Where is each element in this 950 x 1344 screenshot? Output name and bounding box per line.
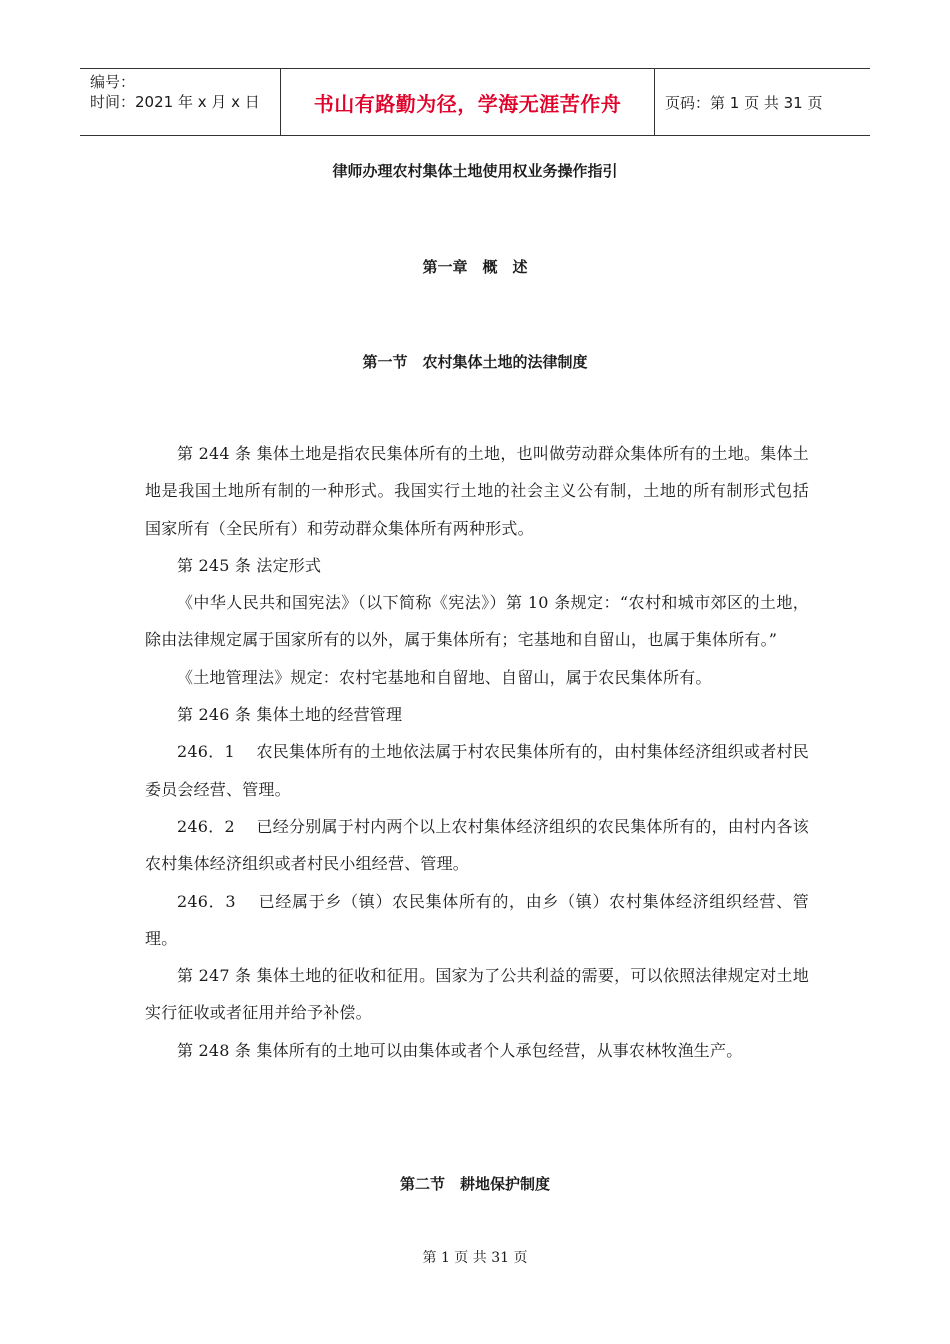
motto-text: 书山有路勤为径，学海无涯苦作舟 (313, 91, 622, 116)
paragraph: 第 246 条 集体土地的经营管理 (177, 705, 403, 725)
paragraph: 246．2 已经分别属于村内两个以上农村集体经济组织的农民集体所有的，由村内各该农村集体经济组织或者村民小组经营、管理。 (145, 816, 809, 874)
page-code-text: 页码：第 1 页 共 31 页 (665, 93, 823, 112)
paragraph: 《中华人民共和国宪法》（以下简称《宪法》）第 10 条规定：“农村和城市郊区的土地，除由法律规定属于国家所有的以外，属于集体所有；宅基地和自留山，也属于集体所有。” (145, 593, 809, 650)
paragraph: 《土地管理法》规定：农村宅基地和自留地、自留山，属于农民集体所有。 (177, 667, 712, 687)
motto-cell (281, 69, 655, 135)
paragraph: 246．1 农民集体所有的土地依法属于村农民集体所有的，由村集体经济组织或者村民委员会经营、管理。 (145, 742, 809, 799)
body-text (145, 435, 809, 1069)
paragraph: 第 244 条 集体土地是指农民集体所有的土地，也叫做劳动群众集体所有的土地。集体土地是我国土地所有制的一种形式。我国实行土地的社会主义公有制，土地的所有制形式包括国家所有（全民所有）和劳动群众集体所有两种形式。 (145, 444, 809, 538)
header-info-cell (80, 69, 281, 135)
page-code-cell (655, 69, 870, 135)
header-table (80, 68, 870, 136)
section-heading-1: 第一节 农村集体土地的法律制度 (362, 353, 588, 371)
number-label: 编号： (90, 73, 136, 91)
document-title: 律师办理农村集体土地使用权业务操作指引 (332, 162, 618, 180)
paragraph: 第 245 条 法定形式 (177, 555, 322, 575)
paragraph: 第 247 条 集体土地的征收和征用。国家为了公共利益的需要，可以依照法律规定对土地实行征收或者征用并给予补偿。 (145, 966, 809, 1023)
paragraph: 第 248 条 集体所有的土地可以由集体或者个人承包经营，从事农林牧渔生产。 (177, 1040, 743, 1060)
paragraph: 246．3 已经属于乡（镇）农民集体所有的，由乡（镇）农村集体经济组织经营、管理。 (145, 891, 809, 948)
page-footer: 第 1 页 共 31 页 (422, 1250, 528, 1266)
chapter-heading: 第一章 概 述 (422, 258, 528, 276)
time-label: 时间：2021 年 x 月 x 日 (90, 93, 260, 111)
section-heading-2: 第二节 耕地保护制度 (399, 1175, 550, 1193)
